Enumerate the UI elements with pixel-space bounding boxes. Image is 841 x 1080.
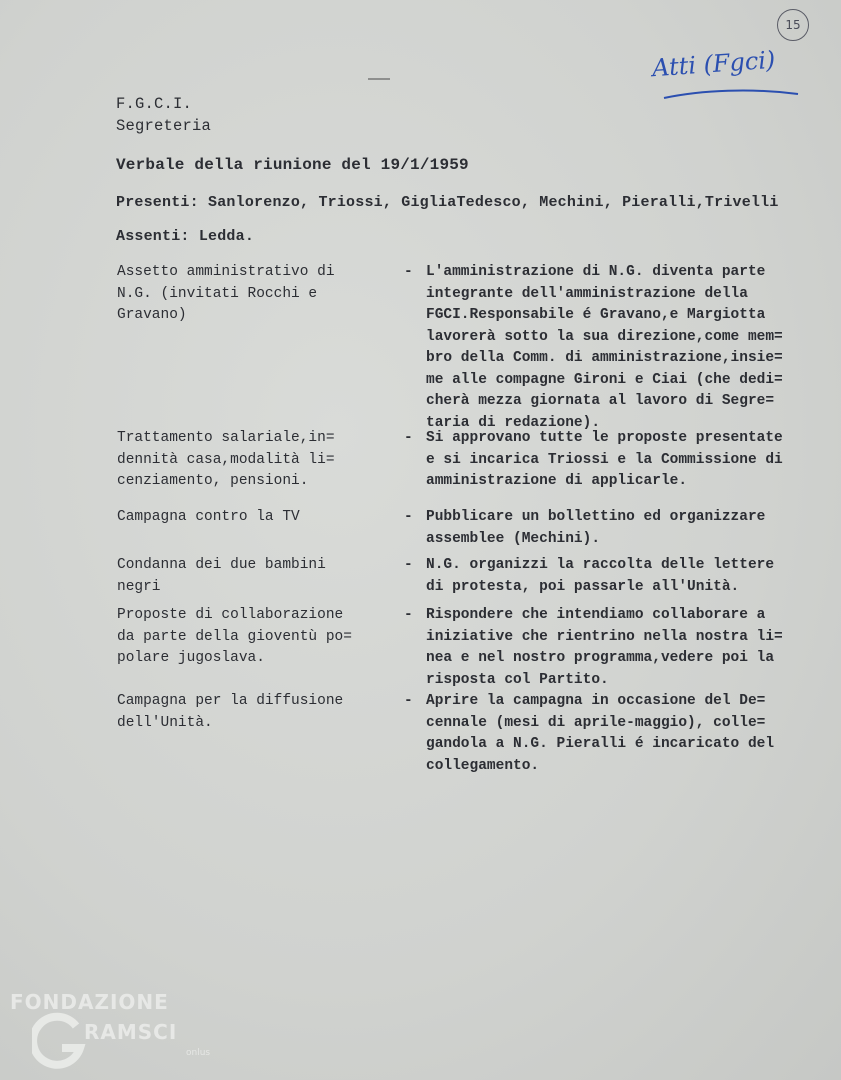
assenti-row <box>116 228 254 245</box>
assenti-names: Ledda. <box>198 228 255 245</box>
agenda-topic: Trattamento salariale,in= dennità casa,modalità li= cenziamento, pensioni. <box>117 430 335 489</box>
agenda-dash: - <box>404 430 413 446</box>
agenda-decision: Rispondere che intendiamo collaborare a iniziative che rientrino nella nostra li= nea e nel nostro programma,vedere poi la risposta col Partito. <box>426 607 783 688</box>
agenda-topic: Campagna contro la TV <box>117 509 300 525</box>
gramsci-logo-icon <box>32 1012 86 1072</box>
agenda-dash: - <box>404 607 413 623</box>
agenda-topic: Assetto amministrativo di N.G. (invitati Rocchi e Gravano) <box>117 264 335 323</box>
decorative-dash <box>368 78 390 80</box>
agenda-decision: Aprire la campagna in occasione del De= cennale (mesi di aprile-maggio), colle= gandola a N.G. Pieralli é incaricato del collegamento. <box>426 693 775 774</box>
agenda-dash: - <box>404 693 413 709</box>
watermark-line1: FONDAZIONE <box>10 990 169 1014</box>
watermark-small: onlus <box>186 1048 211 1058</box>
handwritten-underline <box>662 86 802 106</box>
agenda-dash: - <box>404 557 413 573</box>
agenda-topic: Proposte di collaborazione da parte della gioventù po= polare jugoslava. <box>117 607 352 666</box>
org-name: F.G.C.I. <box>116 95 193 113</box>
handwritten-note: Atti (Fgci) <box>651 45 777 83</box>
agenda-topic: Campagna per la diffusione dell'Unità. <box>117 693 344 731</box>
page-number-stamp: 15 <box>777 9 809 41</box>
agenda-topic: Condanna dei due bambini negri <box>117 557 326 595</box>
agenda-decision: Si approvano tutte le proposte presentate e si incarica Triossi e la Commissione di amministrazione di applicarle. <box>426 430 783 489</box>
presenti-label: Presenti: <box>116 194 199 211</box>
agenda-dash: - <box>404 264 413 280</box>
watermark-line2: RAMSCI <box>84 1020 178 1044</box>
agenda-decision: N.G. organizzi la raccolta delle lettere di protesta, poi passarle all'Unità. <box>426 557 775 595</box>
presenti-names: Sanlorenzo, Triossi, GigliaTedesco, Mechini, Pieralli,Trivelli <box>208 194 779 211</box>
page-title: Verbale della riunione del 19/1/1959 <box>116 156 469 174</box>
presenti-row <box>116 194 779 211</box>
agenda-decision: Pubblicare un bollettino ed organizzare assemblee (Mechini). <box>426 509 766 547</box>
agenda-decision: L'amministrazione di N.G. diventa parte integrante dell'amministrazione della FGCI.Responsabile é Gravano,e Margiotta lavorerà sotto la sua direzione,come mem= bro della Comm. di amministrazione,insie= me alle compagne Gironi e Ciai (che dedi= cherà mezza giornata al lavoro di Segre= taria di redazione). <box>426 264 783 431</box>
agenda-dash: - <box>404 509 413 525</box>
office-name: Segreteria <box>116 117 212 135</box>
assenti-label: Assenti: <box>116 228 190 245</box>
